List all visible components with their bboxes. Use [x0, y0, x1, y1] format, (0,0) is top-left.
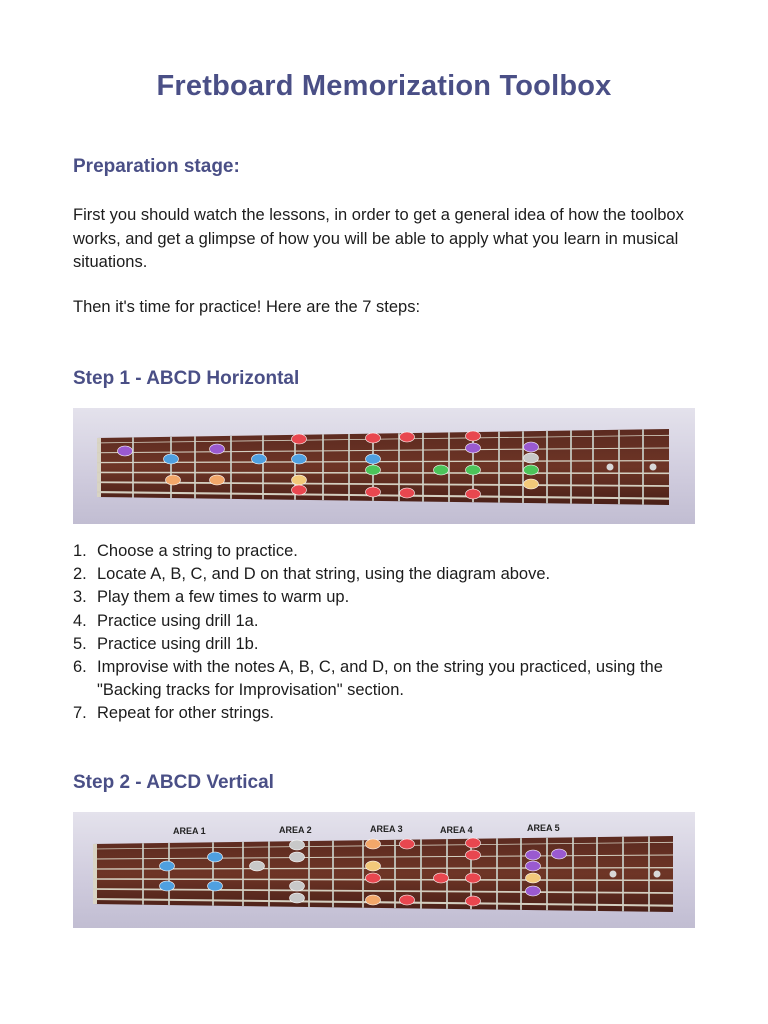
area-3-label: AREA 3: [370, 824, 403, 834]
note-dot: [524, 453, 539, 463]
note-dot: [526, 873, 541, 883]
note-dot: [292, 485, 307, 495]
preparation-heading: Preparation stage:: [73, 156, 240, 177]
step2-heading: Step 2 - ABCD Vertical: [73, 772, 274, 793]
list-item: 7. Repeat for other strings.: [73, 704, 275, 723]
fret-inlay: [650, 464, 657, 471]
fret-inlay: [610, 871, 617, 878]
note-dot: [164, 454, 179, 464]
note-dot: [366, 873, 381, 883]
step1-fretboard-diagram: [73, 408, 695, 524]
area-5-label: AREA 5: [527, 823, 560, 833]
guitar-string: [97, 472, 669, 473]
preparation-paragraph-2: Then it's time for practice! Here are the 7 steps:: [73, 298, 421, 316]
list-item: 4. Practice using drill 1a.: [73, 611, 259, 630]
list-item: 5. Practice using drill 1b.: [73, 634, 259, 653]
area-1-label: AREA 1: [173, 826, 206, 836]
note-dot: [290, 852, 305, 862]
note-dot: [434, 873, 449, 883]
note-dot: [210, 475, 225, 485]
step1-instructions-list: [73, 540, 713, 726]
note-dot: [466, 443, 481, 453]
note-dot: [292, 475, 307, 485]
note-dot: [208, 852, 223, 862]
list-item: 6. Improvise with the notes A, B, C, and D, on the string you practiced, using the "Backing tracks for Improvisation" section.: [73, 658, 663, 700]
note-dot: [366, 487, 381, 497]
note-dot: [210, 444, 225, 454]
area-4-label: AREA 4: [440, 825, 473, 835]
fret-inlay: [607, 464, 614, 471]
note-dot: [400, 432, 415, 442]
note-dot: [366, 433, 381, 443]
note-dot: [160, 881, 175, 891]
step1-heading: Step 1 - ABCD Horizontal: [73, 368, 300, 389]
note-dot: [292, 454, 307, 464]
note-dot: [208, 881, 223, 891]
note-dot: [466, 850, 481, 860]
note-dot: [400, 488, 415, 498]
list-item: 1. Choose a string to practice.: [73, 542, 298, 560]
note-dot: [526, 850, 541, 860]
note-dot: [366, 861, 381, 871]
note-dot: [524, 479, 539, 489]
list-item: 2. Locate A, B, C, and D on that string, using the diagram above.: [73, 565, 551, 584]
note-dot: [466, 489, 481, 499]
note-dot: [552, 849, 567, 859]
note-dot: [466, 896, 481, 906]
note-dot: [400, 895, 415, 905]
note-dot: [434, 465, 449, 475]
note-dot: [526, 861, 541, 871]
document-title: Fretboard Memorization Toolbox: [156, 70, 612, 102]
note-dot: [524, 465, 539, 475]
note-dot: [366, 895, 381, 905]
note-dot: [290, 881, 305, 891]
note-dot: [466, 431, 481, 441]
note-dot: [166, 475, 181, 485]
note-dot: [290, 840, 305, 850]
note-dot: [466, 465, 481, 475]
note-dot: [290, 893, 305, 903]
note-dot: [366, 454, 381, 464]
note-dot: [400, 839, 415, 849]
preparation-paragraph-1: First you should watch the lessons, in order to get a general idea of how the toolbox works, and get a glimpse of how you will be able to apply what you learn in musical situations.: [73, 206, 684, 271]
step1-fretboard-svg: [73, 408, 695, 524]
note-dot: [466, 838, 481, 848]
note-dot: [160, 861, 175, 871]
note-dot: [252, 454, 267, 464]
list-item: 3. Play them a few times to warm up.: [73, 588, 350, 607]
nut: [97, 438, 101, 497]
note-dot: [292, 434, 307, 444]
step2-fretboard-svg: [73, 812, 695, 928]
step2-fretboard-diagram: [73, 812, 695, 928]
note-dot: [466, 873, 481, 883]
fret-inlay: [654, 871, 661, 878]
note-dot: [118, 446, 133, 456]
note-dot: [366, 465, 381, 475]
nut: [93, 844, 97, 904]
note-dot: [526, 886, 541, 896]
note-dot: [250, 861, 265, 871]
note-dot: [366, 839, 381, 849]
area-2-label: AREA 2: [279, 825, 312, 835]
note-dot: [524, 442, 539, 452]
